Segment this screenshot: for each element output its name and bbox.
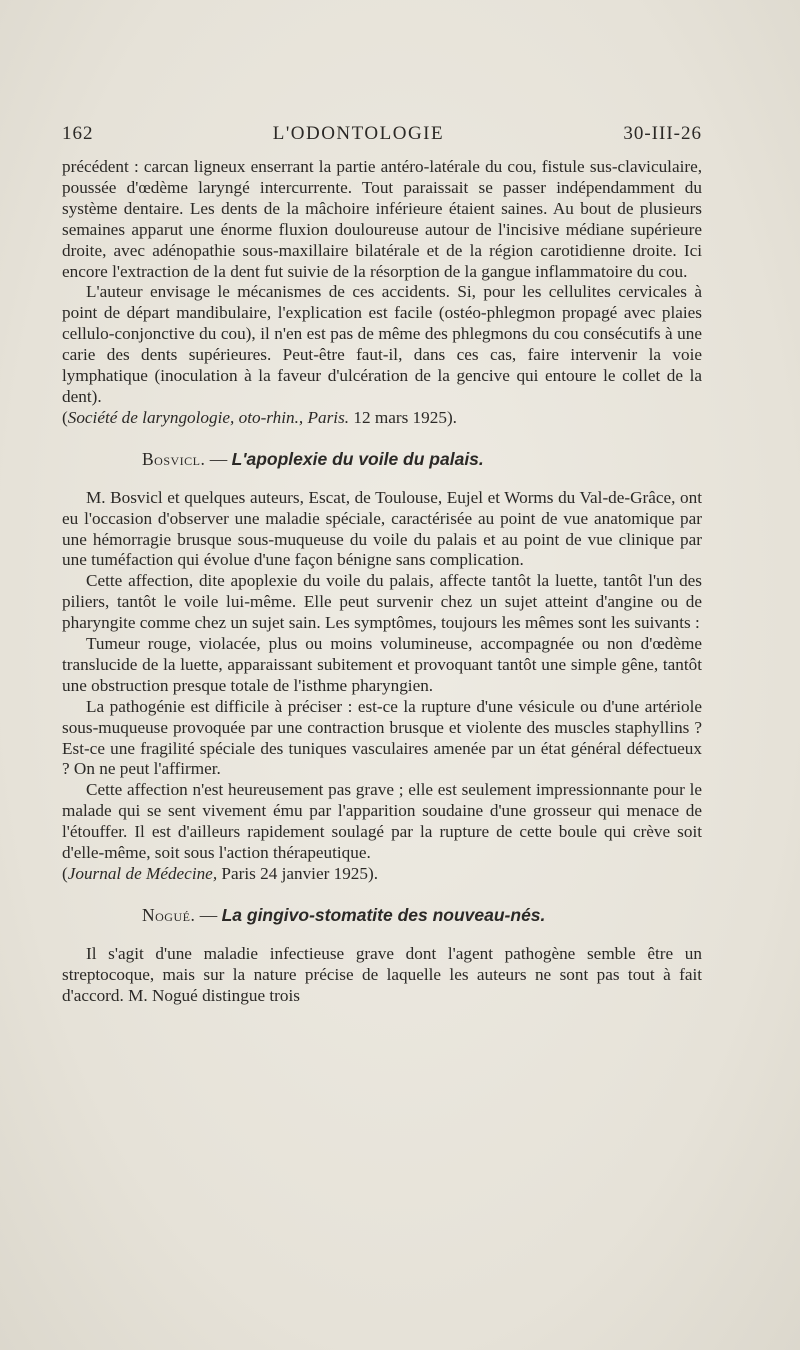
paragraph: Il s'agit d'une maladie infectieuse grave dont l'agent pathogène semble être un streptocoque, mais sur la nature précise de laquelle les auteurs ne sont pas tout à fait d'accord. M. Nogué distingue trois — [62, 943, 702, 1005]
source-citation: (Société de laryngologie, oto-rhin., Paris. 12 mars 1925). — [62, 407, 457, 427]
body-text — [62, 157, 702, 1007]
source-name: Journal de Médecine, — [67, 864, 218, 883]
paragraph: Cette affection, dite apoplexie du voile du palais, affecte tantôt la luette, tantôt l'un des piliers, tantôt le voile lui-même. Elle peut survenir chez un sujet atteint d'angine ou de pharyngite comme chez un sujet sain. Les symptômes, toujours les mêmes sont les suivants : — [62, 571, 702, 633]
article-heading: Bosvicl. — L'apoplexie du voile du palais. — [142, 448, 484, 469]
article-heading: Nogué. — La gingivo-stomatite des nouveau-nés. — [142, 904, 546, 925]
article-title: L'apoplexie du voile du palais. — [231, 448, 484, 469]
source-date: 12 mars 1925 — [353, 407, 447, 427]
paragraph: précédent : carcan ligneux enserrant la partie antéro-latérale du cou, fistule sus-claviculaire, poussée d'œdème laryngé intercurrente. Tout paraissait se passer indépendamment du système dentaire. Les dents de la mâchoire inférieure étaient saines. Au bout de plusieurs semaines apparut une énorme fluxion douloureuse autour de l'incisive médiane supérieure droite, avec adénopathie sous-maxillaire bilatérale et de la région carotidienne droite. Ici encore l'extraction de la dent fut suivie de la résorption de la gangue inflammatoire du cou. — [62, 157, 702, 281]
source-date: Paris 24 janvier 1925 — [221, 864, 368, 883]
article-title: La gingivo-stomatite des nouveau-nés. — [221, 904, 546, 925]
paragraph: La pathogénie est difficile à préciser : est-ce la rupture d'une vésicule ou d'une artériole sous-muqueuse provoquée par une contraction brusque et violente des muscles staphyllins ? Est-ce une fragilité spéciale des tuniques vasculaires amenée par un état général défectueux ? On ne peut l'affirmer. — [62, 696, 702, 779]
paragraph: Tumeur rouge, violacée, plus ou moins volumineuse, accompagnée ou non d'œdème translucide de la luette, apparaissant subitement et provoquant tantôt une simple gêne, tantôt une obstruction presque totale de l'isthme pharyngien. — [62, 634, 702, 695]
source-citation: (Journal de Médecine, Paris 24 janvier 1925). — [62, 864, 379, 883]
paragraph: Cette affection n'est heureusement pas grave ; elle est seulement impressionnante pour le malade qui se sent vivement ému par l'apparition soudaine d'une grosseur qui menace de l'étouffer. Il est d'ailleurs rapidement soulagé par la rupture de cette boule qui crève soit d'elle-même, soit sous l'action thérapeutique. — [62, 780, 702, 863]
running-header — [62, 123, 702, 145]
paragraph: M. Bosvicl et quelques auteurs, Escat, de Toulouse, Eujel et Worms du Val-de-Grâce, ont eu l'occasion d'observer une maladie spéciale, caractérisée au point de vue anatomique par une hémorragie brusque sous-muqueuse du voile du palais et au point de vue clinique par une tuméfaction qui évolue d'une façon bénigne sans complication. — [62, 487, 702, 570]
issue-date: 30-III-26 — [623, 123, 702, 144]
paragraph: L'auteur envisage le mécanismes de ces accidents. Si, pour les cellulites cervicales à point de départ mandibulaire, l'explication est facile (ostéo-phlegmon propagé avec plaies cellulo-conjonctive du cou), il n'en est pas de même des phlegmons du cou consécutifs à une carie des dents supérieures. Peut-être faut-il, dans ces cas, faire intervenir la voie lymphatique (inoculation à la faveur d'ulcération de la gencive qui entoure le collet de la dent). — [62, 282, 702, 406]
journal-title: L'ODONTOLOGIE — [272, 123, 445, 144]
article-author: Nogué. — [142, 904, 196, 925]
source-name: Société de laryngologie, oto-rhin., Paris. — [67, 407, 350, 427]
page-number: 162 — [62, 123, 94, 144]
article-author: Bosvicl. — [142, 448, 206, 469]
